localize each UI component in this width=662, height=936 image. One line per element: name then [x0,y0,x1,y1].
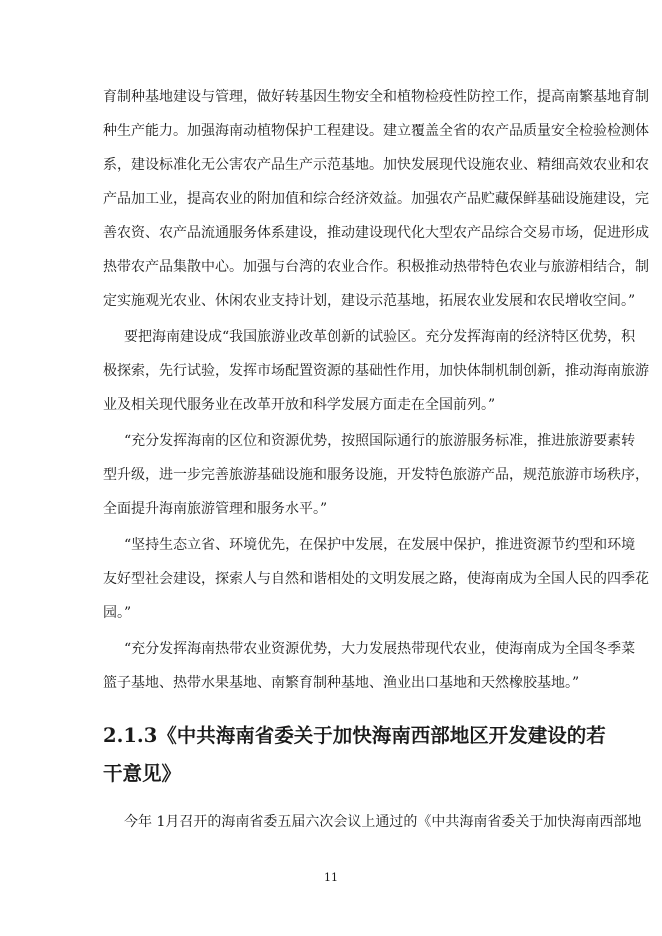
text-line: 今年 1月召开的海南省委五届六次会议上通过的《中共海南省委关于加快海南西部地 [124,814,642,830]
text-line: “充分发挥海南的区位和资源优势，按照国际通行的旅游服务标准，推进旅游要素转 [124,433,636,449]
heading-line: 2.1.3《中共海南省委关于加快海南西部地区开发建设的若 [103,724,606,747]
heading-line: 干意见》 [103,762,182,785]
text-line: 热带农产品集散中心。加强与台湾的农业合作。积极推动热带特色农业与旅游相结合，制 [103,259,649,275]
text-line: 种生产能力。加强海南动植物保护工程建设。建立覆盖全省的农产品质量安全检验检测体 [103,123,649,139]
text-line: 园。” [103,605,132,621]
text-line: 善农资、农产品流通服务体系建设，推动建设现代化大型农产品综合交易市场，促进形成 [103,225,649,241]
text-line: 型升级，进一步完善旅游基础设施和服务设施，开发特色旅游产品，规范旅游市场秩序， [103,467,649,483]
text-line: 定实施观光农业、休闲农业支持计划，建设示范基地，拓展农业发展和农民增收空间。” [103,293,636,309]
text-line: 全面提升海南旅游管理和服务水平。” [103,501,328,517]
text-line: 友好型社会建设，探索人与自然和谐相处的文明发展之路，使海南成为全国人民的四季花 [103,571,649,587]
text-line: 业及相关现代服务业在改革开放和科学发展方面走在全国前列。” [103,397,496,413]
text-line: 要把海南建设成“我国旅游业改革创新的试验区。充分发挥海南的经济特区优势，积 [124,329,636,345]
text-line: “充分发挥海南热带农业资源优势，大力发展热带现代农业，使海南成为全国冬季菜 [124,641,636,657]
page-number: 11 [324,871,338,884]
text-line: “坚持生态立省、环境优先，在保护中发展，在发展中保护，推进资源节约型和环境 [124,537,636,553]
text-line: 育制种基地建设与管理，做好转基因生物安全和植物检疫性防控工作，提高南繁基地育制 [103,89,649,105]
text-line: 系，建设标准化无公害农产品生产示范基地。加快发展现代设施农业、精细高效农业和农 [103,157,649,173]
text-line: 篮子基地、热带水果基地、南繁育制种基地、渔业出口基地和天然橡胶基地。” [103,675,580,691]
text-line: 产品加工业，提高农业的附加值和综合经济效益。加强农产品贮藏保鲜基础设施建设，完 [103,191,649,207]
text-line: 极探索，先行试验，发挥市场配置资源的基础性作用，加快体制机制创新，推动海南旅游 [103,363,649,379]
